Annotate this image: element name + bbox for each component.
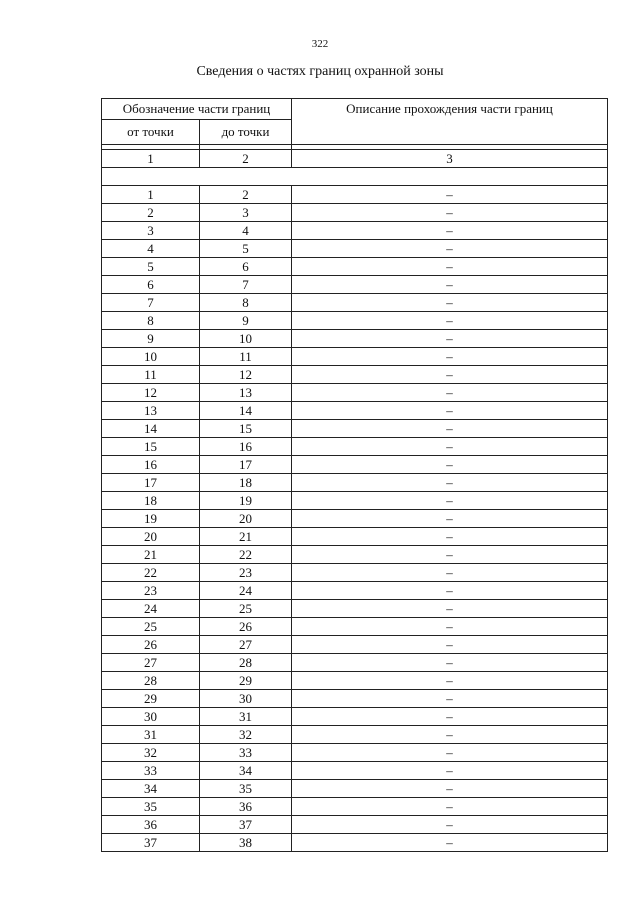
column-number-row (102, 150, 608, 168)
table-row (102, 582, 608, 600)
table-row (102, 654, 608, 672)
table-row (102, 186, 608, 204)
cell-to-point: 2 (200, 186, 292, 204)
cell-description: – (292, 600, 608, 618)
cell-description: – (292, 204, 608, 222)
cell-description: – (292, 510, 608, 528)
cell-from-point: 26 (102, 636, 200, 654)
table-row (102, 726, 608, 744)
table-row (102, 240, 608, 258)
cell-to-point: 38 (200, 834, 292, 852)
cell-from-point: 22 (102, 564, 200, 582)
cell-from-point: 35 (102, 798, 200, 816)
cell-from-point: 32 (102, 744, 200, 762)
cell-description: – (292, 834, 608, 852)
cell-description: – (292, 654, 608, 672)
cell-from-point: 27 (102, 654, 200, 672)
cell-to-point: 25 (200, 600, 292, 618)
cell-description: – (292, 546, 608, 564)
table-row (102, 258, 608, 276)
page-number: 322 (311, 38, 329, 50)
cell-from-point: 2 (102, 204, 200, 222)
cell-description: – (292, 798, 608, 816)
section-header-row (102, 168, 608, 186)
table-row (102, 618, 608, 636)
cell-description: – (292, 294, 608, 312)
column-number-2: 2 (200, 150, 292, 168)
cell-description: – (292, 780, 608, 798)
cell-from-point: 28 (102, 672, 200, 690)
cell-to-point: 5 (200, 240, 292, 258)
cell-to-point: 19 (200, 492, 292, 510)
table-row (102, 780, 608, 798)
cell-to-point: 9 (200, 312, 292, 330)
cell-from-point: 20 (102, 528, 200, 546)
cell-description: – (292, 474, 608, 492)
cell-description: – (292, 312, 608, 330)
cell-to-point: 15 (200, 420, 292, 438)
table-row (102, 366, 608, 384)
cell-to-point: 22 (200, 546, 292, 564)
table-row (102, 834, 608, 852)
cell-from-point: 1 (102, 186, 200, 204)
cell-to-point: 26 (200, 618, 292, 636)
boundary-parts-table (101, 98, 608, 852)
table-row (102, 708, 608, 726)
cell-description: – (292, 744, 608, 762)
table-row (102, 636, 608, 654)
table-row (102, 348, 608, 366)
table-row (102, 294, 608, 312)
cell-description: – (292, 618, 608, 636)
table-row (102, 456, 608, 474)
cell-description: – (292, 276, 608, 294)
cell-to-point: 3 (200, 204, 292, 222)
cell-to-point: 11 (200, 348, 292, 366)
header-boundary-designation: Обозначение части границ (102, 99, 292, 120)
cell-description: – (292, 564, 608, 582)
section-header-cell (102, 168, 608, 186)
cell-description: – (292, 672, 608, 690)
cell-to-point: 16 (200, 438, 292, 456)
table-row (102, 762, 608, 780)
cell-to-point: 35 (200, 780, 292, 798)
cell-description: – (292, 330, 608, 348)
table-row (102, 510, 608, 528)
cell-from-point: 31 (102, 726, 200, 744)
table-row (102, 420, 608, 438)
cell-to-point: 29 (200, 672, 292, 690)
table-row (102, 744, 608, 762)
cell-from-point: 34 (102, 780, 200, 798)
cell-from-point: 23 (102, 582, 200, 600)
cell-from-point: 36 (102, 816, 200, 834)
cell-description: – (292, 366, 608, 384)
cell-from-point: 13 (102, 402, 200, 420)
cell-from-point: 15 (102, 438, 200, 456)
cell-from-point: 24 (102, 600, 200, 618)
cell-to-point: 27 (200, 636, 292, 654)
cell-to-point: 33 (200, 744, 292, 762)
cell-from-point: 30 (102, 708, 200, 726)
cell-description: – (292, 438, 608, 456)
table-row (102, 600, 608, 618)
table-row (102, 474, 608, 492)
cell-to-point: 23 (200, 564, 292, 582)
cell-to-point: 24 (200, 582, 292, 600)
cell-description: – (292, 492, 608, 510)
cell-from-point: 16 (102, 456, 200, 474)
header-from-point: от точки (102, 120, 200, 145)
cell-description: – (292, 186, 608, 204)
cell-to-point: 4 (200, 222, 292, 240)
table-row (102, 330, 608, 348)
table-row (102, 384, 608, 402)
cell-to-point: 21 (200, 528, 292, 546)
table-row (102, 492, 608, 510)
cell-from-point: 29 (102, 690, 200, 708)
cell-to-point: 20 (200, 510, 292, 528)
table-row (102, 690, 608, 708)
cell-to-point: 18 (200, 474, 292, 492)
header-description: Описание прохождения части границ (292, 99, 608, 145)
cell-to-point: 31 (200, 708, 292, 726)
cell-description: – (292, 636, 608, 654)
cell-to-point: 12 (200, 366, 292, 384)
table-row (102, 312, 608, 330)
table-row (102, 816, 608, 834)
table-row (102, 276, 608, 294)
cell-to-point: 34 (200, 762, 292, 780)
cell-to-point: 10 (200, 330, 292, 348)
table-row (102, 672, 608, 690)
cell-from-point: 33 (102, 762, 200, 780)
table-row (102, 798, 608, 816)
cell-from-point: 7 (102, 294, 200, 312)
cell-description: – (292, 582, 608, 600)
cell-to-point: 6 (200, 258, 292, 276)
cell-from-point: 9 (102, 330, 200, 348)
cell-from-point: 4 (102, 240, 200, 258)
cell-from-point: 8 (102, 312, 200, 330)
cell-from-point: 3 (102, 222, 200, 240)
header-to-point: до точки (200, 120, 292, 145)
cell-description: – (292, 726, 608, 744)
cell-to-point: 28 (200, 654, 292, 672)
cell-description: – (292, 258, 608, 276)
cell-to-point: 36 (200, 798, 292, 816)
cell-description: – (292, 402, 608, 420)
cell-from-point: 5 (102, 258, 200, 276)
cell-from-point: 10 (102, 348, 200, 366)
cell-description: – (292, 690, 608, 708)
cell-description: – (292, 708, 608, 726)
cell-from-point: 12 (102, 384, 200, 402)
table-row (102, 204, 608, 222)
cell-to-point: 13 (200, 384, 292, 402)
cell-description: – (292, 816, 608, 834)
cell-to-point: 8 (200, 294, 292, 312)
table-row (102, 528, 608, 546)
document-title: Сведения о частях границ охранной зоны (196, 64, 444, 79)
column-number-3: 3 (292, 150, 608, 168)
cell-to-point: 32 (200, 726, 292, 744)
cell-from-point: 25 (102, 618, 200, 636)
cell-to-point: 37 (200, 816, 292, 834)
table-body (102, 168, 608, 852)
cell-from-point: 37 (102, 834, 200, 852)
cell-description: – (292, 240, 608, 258)
table-row (102, 438, 608, 456)
cell-description: – (292, 348, 608, 366)
cell-to-point: 17 (200, 456, 292, 474)
cell-description: – (292, 222, 608, 240)
cell-to-point: 30 (200, 690, 292, 708)
cell-to-point: 7 (200, 276, 292, 294)
table-row (102, 402, 608, 420)
table-row (102, 546, 608, 564)
cell-from-point: 21 (102, 546, 200, 564)
table-row (102, 222, 608, 240)
cell-from-point: 11 (102, 366, 200, 384)
cell-from-point: 17 (102, 474, 200, 492)
cell-description: – (292, 420, 608, 438)
cell-from-point: 18 (102, 492, 200, 510)
column-number-1: 1 (102, 150, 200, 168)
cell-to-point: 14 (200, 402, 292, 420)
cell-description: – (292, 456, 608, 474)
cell-from-point: 14 (102, 420, 200, 438)
cell-description: – (292, 384, 608, 402)
cell-description: – (292, 528, 608, 546)
table-row (102, 564, 608, 582)
cell-from-point: 6 (102, 276, 200, 294)
cell-from-point: 19 (102, 510, 200, 528)
cell-description: – (292, 762, 608, 780)
